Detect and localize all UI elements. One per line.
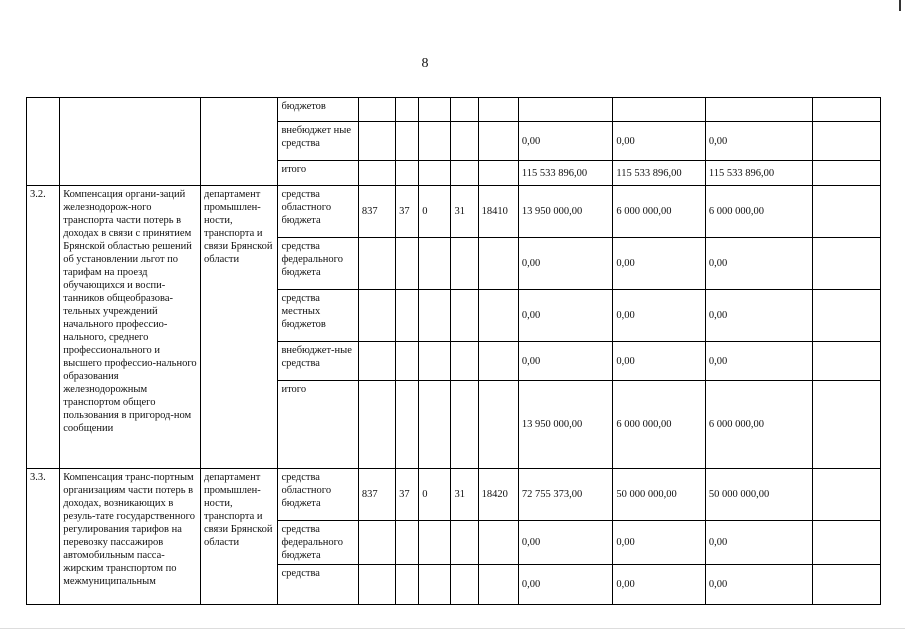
empty-cell	[812, 186, 880, 238]
amount-cell: 0,00	[613, 565, 706, 605]
budget-code-cell	[451, 238, 478, 290]
amount-cell: 0,00	[613, 342, 706, 381]
budget-code-cell	[451, 521, 478, 565]
budget-code-cell	[396, 565, 419, 605]
budget-code-cell	[451, 290, 478, 342]
amount-cell: 0,00	[613, 290, 706, 342]
budget-code-cell	[396, 521, 419, 565]
budget-code-cell	[451, 161, 478, 186]
amount-cell: 0,00	[518, 290, 613, 342]
budget-code-cell	[478, 381, 518, 469]
amount-cell: 0,00	[613, 122, 706, 161]
budget-code-cell	[451, 565, 478, 605]
funding-source: бюджетов	[278, 98, 358, 122]
executor-cell: департамент промышлен-ности, транспорта и связи Брянской области	[201, 186, 278, 469]
empty-cell	[812, 161, 880, 186]
budget-code-cell	[396, 238, 419, 290]
amount-cell: 0,00	[705, 565, 812, 605]
budget-table	[26, 97, 881, 605]
budget-code-cell	[358, 381, 395, 469]
amount-cell: 0,00	[705, 122, 812, 161]
budget-code-cell: 837	[358, 186, 395, 238]
amount-cell: 0,00	[518, 122, 613, 161]
budget-code-cell	[419, 290, 451, 342]
budget-code-cell	[396, 122, 419, 161]
budget-code-cell	[419, 521, 451, 565]
budget-code-cell	[478, 122, 518, 161]
amount-cell: 50 000 000,00	[613, 469, 706, 521]
budget-code-cell	[358, 161, 395, 186]
empty-cell	[812, 342, 880, 381]
amount-cell: 6 000 000,00	[705, 186, 812, 238]
funding-source: средства федерального бюджета	[278, 521, 358, 565]
amount-cell: 0,00	[613, 238, 706, 290]
budget-code-cell	[358, 122, 395, 161]
budget-code-cell	[358, 565, 395, 605]
page-number: 8	[421, 56, 429, 71]
budget-code-cell	[358, 290, 395, 342]
amount-cell: 6 000 000,00	[613, 381, 706, 469]
budget-code-cell: 837	[358, 469, 395, 521]
budget-code-cell	[396, 381, 419, 469]
amount-cell: 0,00	[705, 238, 812, 290]
budget-code-cell: 31	[451, 186, 478, 238]
budget-code-cell: 18410	[478, 186, 518, 238]
amount-cell: 13 950 000,00	[518, 381, 613, 469]
executor-cell	[201, 98, 278, 186]
budget-code-cell: 0	[419, 186, 451, 238]
amount-cell	[613, 98, 706, 122]
budget-code-cell: 18420	[478, 469, 518, 521]
row-number-cell	[27, 98, 60, 186]
budget-code-cell	[419, 122, 451, 161]
funding-source: средства местных бюджетов	[278, 290, 358, 342]
budget-code-cell	[478, 342, 518, 381]
scan-artifact-line	[0, 628, 905, 629]
table-row	[27, 98, 881, 122]
budget-table-body	[27, 98, 881, 605]
budget-code-cell	[419, 381, 451, 469]
budget-code-cell	[478, 521, 518, 565]
empty-cell	[812, 521, 880, 565]
budget-code-cell	[419, 238, 451, 290]
budget-code-cell	[451, 342, 478, 381]
amount-cell: 6 000 000,00	[705, 381, 812, 469]
amount-cell: 0,00	[705, 521, 812, 565]
scan-edge-mark	[899, 0, 901, 11]
row-number-cell: 3.2.	[27, 186, 60, 469]
amount-cell: 72 755 373,00	[518, 469, 613, 521]
empty-cell	[812, 290, 880, 342]
budget-code-cell	[451, 381, 478, 469]
budget-code-cell: 37	[396, 186, 419, 238]
amount-cell: 0,00	[518, 521, 613, 565]
funding-source: средства федерального бюджета	[278, 238, 358, 290]
funding-source: средства областного бюджета	[278, 469, 358, 521]
budget-code-cell	[451, 122, 478, 161]
amount-cell: 0,00	[705, 290, 812, 342]
amount-cell: 115 533 896,00	[518, 161, 613, 186]
budget-code-cell: 37	[396, 469, 419, 521]
empty-cell	[812, 238, 880, 290]
budget-code-cell	[419, 98, 451, 122]
amount-cell: 0,00	[613, 521, 706, 565]
budget-code-cell: 0	[419, 469, 451, 521]
measure-name-cell	[60, 98, 201, 186]
funding-source: средства	[278, 565, 358, 605]
budget-code-cell	[396, 290, 419, 342]
budget-code-cell	[478, 98, 518, 122]
executor-cell: департамент промышлен-ности, транспорта и связи Брянской области	[201, 469, 278, 605]
funding-source: средства областного бюджета	[278, 186, 358, 238]
empty-cell	[812, 565, 880, 605]
budget-code-cell	[358, 98, 395, 122]
budget-code-cell	[396, 342, 419, 381]
funding-source: внебюджет ные средства	[278, 122, 358, 161]
empty-cell	[812, 469, 880, 521]
measure-name-cell: Компенсация органи-заций железнодорож-ного транспорта части потерь в доходах в связи с принятием Брянской областью решений об установлении льгот по тарифам на проезд обучающихся и воспи-танников общеобразова-тельных учреждений начального профессио-нального, среднего профессионального и высшего профессио-нального образования железнодорожным транспортом общего пользования в пригород-ном сообщении	[60, 186, 201, 469]
funding-source: итого	[278, 381, 358, 469]
amount-cell: 6 000 000,00	[613, 186, 706, 238]
budget-code-cell: 31	[451, 469, 478, 521]
budget-code-cell	[478, 290, 518, 342]
amount-cell: 115 533 896,00	[705, 161, 812, 186]
empty-cell	[812, 381, 880, 469]
funding-source: внебюджет-ные средства	[278, 342, 358, 381]
amount-cell	[705, 98, 812, 122]
measure-name-cell: Компенсация транс-портным организациям части потерь в доходах, возникающих в резуль-тате государственного регулирования тарифов на перевозку пассажиров автомобильным пасса-жирским транспортом по межмуниципальным	[60, 469, 201, 605]
budget-code-cell	[419, 565, 451, 605]
budget-code-cell	[419, 342, 451, 381]
budget-code-cell	[419, 161, 451, 186]
empty-cell	[812, 122, 880, 161]
budget-code-cell	[396, 98, 419, 122]
budget-code-cell	[396, 161, 419, 186]
budget-code-cell	[358, 238, 395, 290]
amount-cell	[518, 98, 613, 122]
amount-cell: 0,00	[705, 342, 812, 381]
empty-cell	[812, 98, 880, 122]
budget-code-cell	[451, 98, 478, 122]
amount-cell: 0,00	[518, 238, 613, 290]
budget-code-cell	[358, 342, 395, 381]
amount-cell: 0,00	[518, 565, 613, 605]
row-number-cell: 3.3.	[27, 469, 60, 605]
budget-code-cell	[478, 238, 518, 290]
amount-cell: 50 000 000,00	[705, 469, 812, 521]
budget-code-cell	[478, 161, 518, 186]
funding-source: итого	[278, 161, 358, 186]
amount-cell: 115 533 896,00	[613, 161, 706, 186]
table-row	[27, 186, 881, 238]
budget-code-cell	[358, 521, 395, 565]
amount-cell: 13 950 000,00	[518, 186, 613, 238]
table-row	[27, 469, 881, 521]
amount-cell: 0,00	[518, 342, 613, 381]
budget-code-cell	[478, 565, 518, 605]
